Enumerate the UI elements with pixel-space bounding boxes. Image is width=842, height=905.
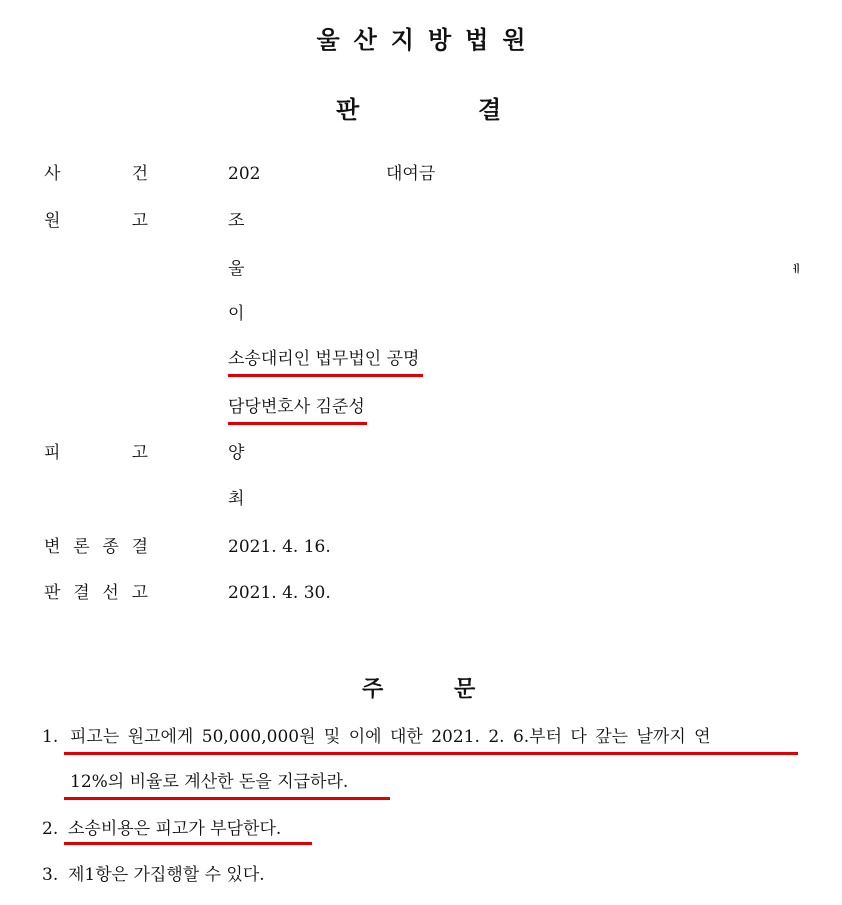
case-label-2: 건 [131, 164, 148, 184]
order-item-1-underline [64, 752, 798, 755]
order-item-1-text-cont: 12%의 비율로 계산한 돈을 지급하라. [70, 772, 349, 792]
order-title-right: 문 [454, 677, 476, 702]
case-label [44, 163, 148, 185]
closing-label: 변 론 종 결 [44, 537, 148, 557]
plaintiff-representative: 이 [228, 304, 245, 324]
order-item-1-text: 피고는 원고에게 50,000,000원 및 이에 대한 2021. 2. 6.부터 다 갚는 날까지 연 [70, 727, 711, 747]
order-item-2-underline [64, 842, 312, 845]
case-name: 대여금 [386, 164, 436, 184]
order-item-2-text: 소송비용은 피고가 부담한다. [68, 819, 282, 839]
order-item-2-number: 2. [42, 819, 59, 839]
plaintiff-label: 원 고 [44, 211, 148, 231]
counsel-lawyer: 담당변호사 김준성 [228, 396, 367, 425]
order-item-3-text: 제1항은 가집행할 수 있다. [68, 865, 265, 885]
case-label-1: 사 [44, 164, 61, 184]
plaintiff-address: 울 [228, 259, 245, 279]
defendant-representative: 최 [228, 489, 245, 509]
defendant-label: 피 고 [44, 443, 148, 463]
judgment-label: 판 결 선 고 [44, 583, 148, 603]
judgment-date: 2021. 4. 30. [228, 583, 331, 603]
order-title-left: 주 [362, 677, 384, 702]
order-item-1-underline-cont [64, 797, 390, 800]
case-number: 202 [228, 164, 261, 184]
order-item-3-number: 3. [42, 865, 59, 885]
plaintiff-name: 조 [228, 211, 245, 231]
counsel-firm: 소송대리인 법무법인 공명 [228, 348, 423, 377]
court-name: 울산지방법원 [316, 26, 540, 54]
defendant-name: 양 [228, 443, 245, 463]
doc-title-right: 결 [478, 96, 502, 124]
order-item-1-number: 1. [42, 727, 59, 747]
closing-date: 2021. 4. 16. [228, 537, 331, 557]
redaction-edge-mark: ᅦ [784, 263, 801, 283]
doc-title-left: 판 [336, 96, 360, 124]
